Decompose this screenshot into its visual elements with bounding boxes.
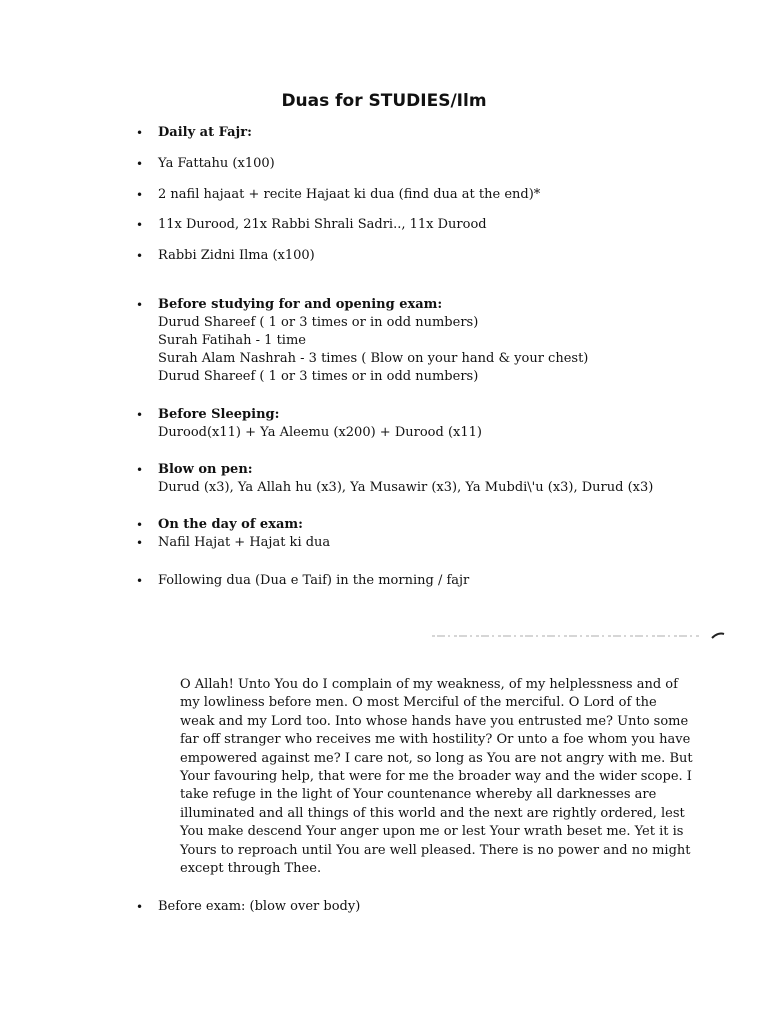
section-line: Surah Alam Nashrah - 3 times ( Blow on your hand & your chest) <box>158 351 589 366</box>
list-item-text: Rabbi Zidni Ilma (x100) <box>158 248 315 263</box>
quote-line: weak and my Lord too. Into whose hands have you entrusted me? Unto some <box>180 713 689 729</box>
bullet-icon: • <box>136 408 144 422</box>
section-heading: On the day of exam: <box>158 517 303 532</box>
quote-line: far off stranger who receives me with hostility? Or unto a foe whom you have <box>180 732 691 748</box>
bullet-icon: • <box>136 574 144 588</box>
section-line: Durud (x3), Ya Allah hu (x3), Ya Musawir (x3), Ya Mubdi\'u (x3), Durud (x3) <box>158 480 654 495</box>
dua-quote-block <box>180 676 693 878</box>
quote-line: empowered against me? I care not, so long as You are not angry with me. But <box>180 750 693 766</box>
bullet-icon: • <box>136 157 144 171</box>
quote-line: illuminated and all things of this world and the next are rightly ordered, lest <box>180 805 685 821</box>
quote-line: You make descend Your anger upon me or lest Your wrath beset me. Yet it is <box>180 824 684 840</box>
bullet-icon: • <box>136 188 144 202</box>
list-item-text: Following dua (Dua e Taif) in the morning / fajr <box>158 573 470 588</box>
bullet-icon: • <box>136 518 144 532</box>
list-item-text: Ya Fattahu (x100) <box>158 156 275 171</box>
section-line: Surah Fatihah - 1 time <box>158 333 306 348</box>
list-item-text: 11x Durood, 21x Rabbi Shrali Sadri.., 11x Durood <box>158 217 487 232</box>
section-lines <box>158 479 653 497</box>
section-heading: Blow on pen: <box>158 462 253 477</box>
quote-line: except through Thee. <box>180 861 322 877</box>
quote-line: take refuge in the light of Your countenance whereby all darknesses are <box>180 787 657 803</box>
section-lines <box>158 314 588 386</box>
section-line: Durud Shareef ( 1 or 3 times or in odd numbers) <box>158 315 479 330</box>
section-heading: Before Sleeping: <box>158 407 280 422</box>
section-heading: Daily at Fajr: <box>158 125 252 140</box>
quote-line: Your favouring help, that were for me the broader way and the wider scope. I <box>180 769 692 785</box>
quote-line: Yours to reproach until You are well pleased. There is no power and no might <box>180 842 691 858</box>
bullet-icon: • <box>136 298 144 312</box>
section-line: Durood(x11) + Ya Aleemu (x200) + Durood (x11) <box>158 425 482 440</box>
section-lines <box>158 424 482 442</box>
bullet-icon: • <box>136 218 144 232</box>
bullet-icon: • <box>136 249 144 263</box>
section-heading: Before studying for and opening exam: <box>158 297 443 312</box>
bullet-icon: • <box>136 900 144 914</box>
scan-artifact <box>430 630 730 640</box>
list-item-text: Before exam: (blow over body) <box>158 899 361 914</box>
page-title: Duas for STUDIES/Ilm <box>281 91 487 111</box>
bullet-icon: • <box>136 126 144 140</box>
quote-line: my lowliness before men. O most Merciful of the merciful. O Lord of the <box>180 695 657 711</box>
bullet-icon: • <box>136 463 144 477</box>
section-line: Durud Shareef ( 1 or 3 times or in odd numbers) <box>158 369 479 384</box>
list-item-text: Nafil Hajat + Hajat ki dua <box>158 535 331 550</box>
list-item-text: 2 nafil hajaat + recite Hajaat ki dua (find dua at the end)* <box>158 187 541 202</box>
quote-line: O Allah! Unto You do I complain of my weakness, of my helplessness and of <box>180 677 678 692</box>
bullet-icon: • <box>136 536 144 550</box>
